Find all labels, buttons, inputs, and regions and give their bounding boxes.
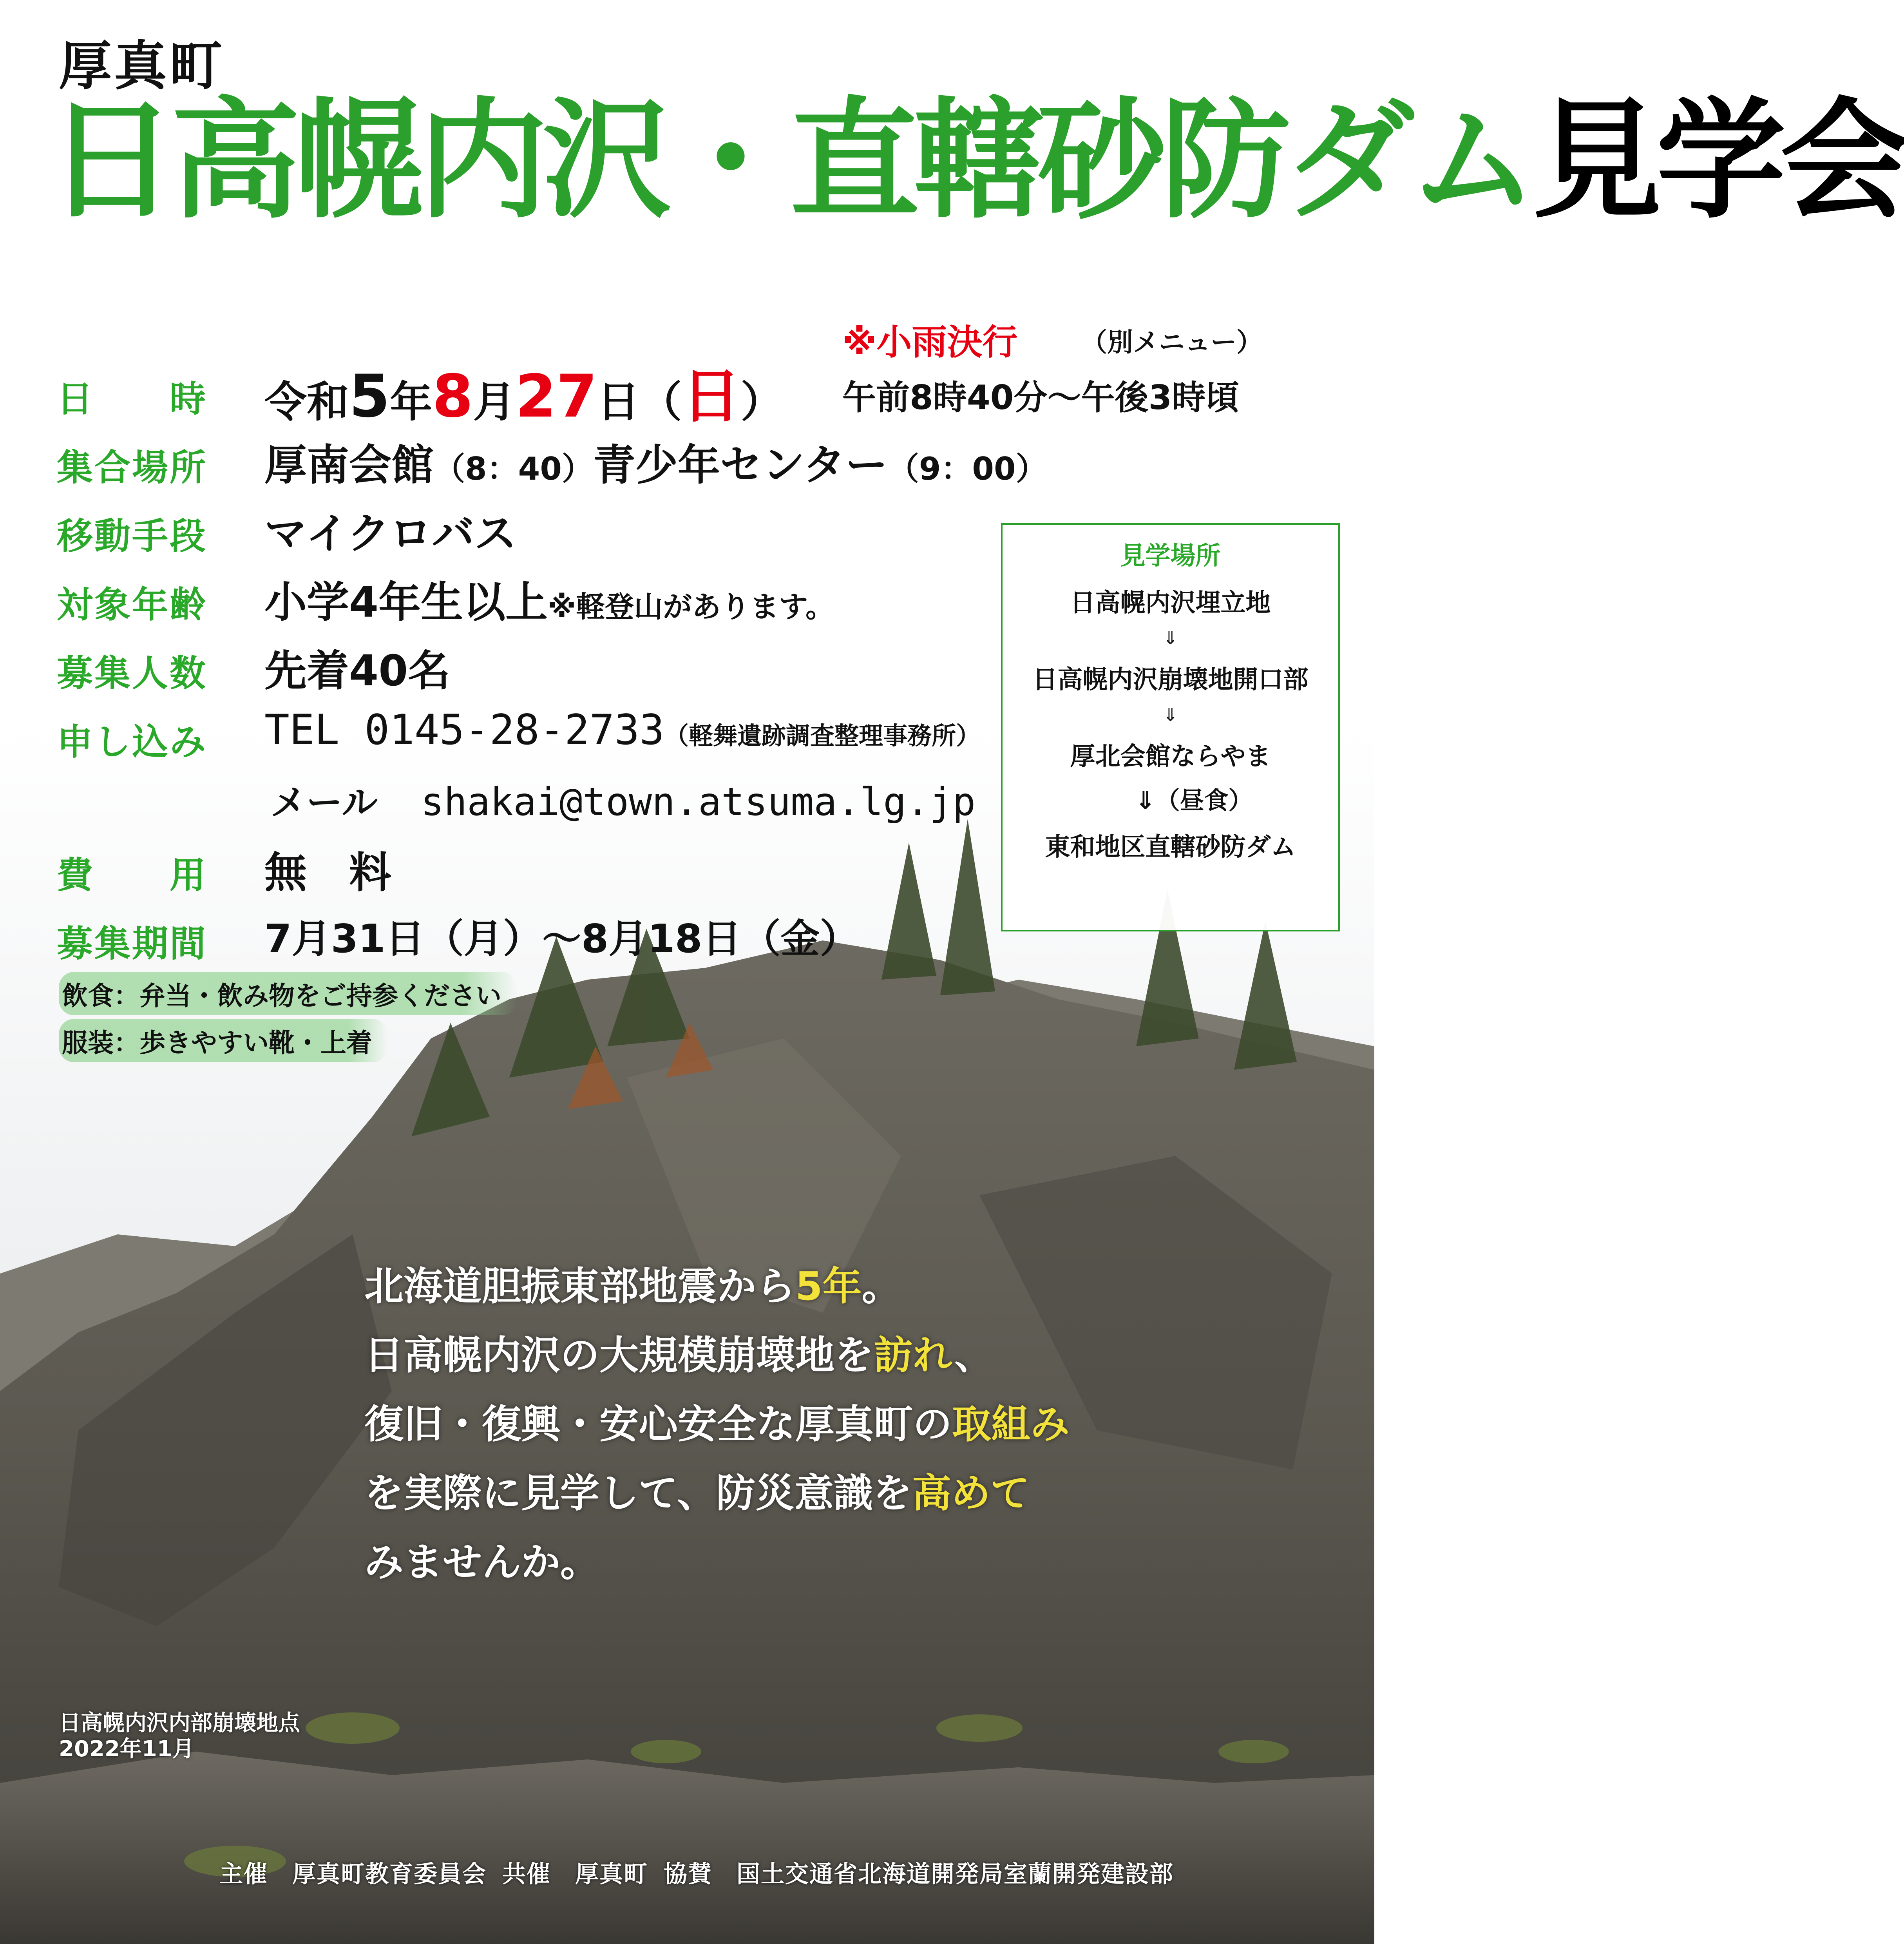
down-arrow-icon: ⇓ bbox=[1163, 704, 1178, 725]
date-month-unit: 月 bbox=[473, 378, 516, 427]
value-apply-mail bbox=[270, 774, 976, 826]
date-year: 5 bbox=[349, 362, 390, 431]
meeting-place-1: 厚南会館 bbox=[264, 441, 434, 490]
value-period: 7月31日（月）～8月18日（金） bbox=[264, 916, 859, 962]
invitation-message bbox=[364, 1252, 1070, 1597]
value-age bbox=[264, 568, 834, 629]
caption-place: 日高幌内沢内部崩壊地点 bbox=[59, 1710, 300, 1736]
date-year-unit: 年 bbox=[390, 378, 433, 427]
apply-tel-note: （軽舞遺跡調査整理事務所） bbox=[664, 721, 981, 750]
message-text: 日高幌内沢の大規模崩壊地を bbox=[364, 1332, 874, 1378]
date-era: 令和 bbox=[264, 378, 349, 427]
message-highlight: 取組み bbox=[952, 1401, 1070, 1447]
label-period: 募集期間 bbox=[57, 923, 208, 965]
date-month: 8 bbox=[432, 362, 473, 431]
value-meeting bbox=[264, 431, 1047, 492]
organizer-cohost: 共催 厚真町 bbox=[502, 1861, 648, 1888]
label-transport: 移動手段 bbox=[57, 515, 208, 557]
value-apply-tel bbox=[264, 705, 980, 754]
date-day: 27 bbox=[515, 362, 597, 431]
age-note: ※軽登山があります。 bbox=[548, 590, 835, 624]
meeting-time-2: （9：00） bbox=[887, 451, 1047, 487]
tour-lunch-arrow: ⇓（昼食） bbox=[1135, 786, 1253, 815]
tour-stop-1: 日高幌内沢埋立地 bbox=[1070, 589, 1271, 618]
tour-stop-4: 東和地区直轄砂防ダム bbox=[1045, 833, 1296, 862]
message-highlight: 5年 bbox=[795, 1263, 862, 1309]
title-suffix: 見学会 bbox=[1533, 85, 1904, 236]
value-time: 午前8時40分～午後3時頃 bbox=[842, 378, 1240, 417]
apply-mail[interactable]: shakai@town.atsuma.lg.jp bbox=[421, 780, 976, 824]
note-clothing: 服装：歩きやすい靴・上着 bbox=[59, 1019, 388, 1062]
tour-stop-3: 厚北会館ならやま bbox=[1070, 742, 1271, 771]
message-line-3 bbox=[364, 1390, 1070, 1459]
organizers bbox=[219, 1855, 1189, 1889]
note-food: 飲食：弁当・飲み物をご持参ください bbox=[59, 972, 517, 1015]
photo-caption bbox=[59, 1710, 300, 1762]
message-text: 北海道胆振東部地震から bbox=[364, 1263, 795, 1309]
tour-heading: 見学場所 bbox=[1120, 542, 1221, 571]
message-text: 。 bbox=[862, 1263, 901, 1309]
organizer-sponsor: 協賛 国土交通省北海道開発局室蘭開発建設部 bbox=[664, 1861, 1174, 1888]
message-line-1 bbox=[364, 1252, 1070, 1321]
label-age: 対象年齢 bbox=[57, 584, 208, 626]
date-day-unit: 日（ bbox=[597, 378, 682, 427]
rain-notice-note: （別メニュー） bbox=[1081, 327, 1262, 357]
meeting-time-1: （8：40） bbox=[434, 451, 594, 487]
apply-tel: TEL 0145-28-2733 bbox=[264, 706, 665, 754]
message-line-5: みませんか。 bbox=[364, 1539, 599, 1585]
down-arrow-icon: ⇓ bbox=[1163, 627, 1178, 649]
message-text: 、 bbox=[954, 1332, 994, 1378]
label-capacity: 募集人数 bbox=[57, 652, 208, 694]
value-capacity: 先着40名 bbox=[264, 647, 451, 696]
message-highlight: 訪れ bbox=[874, 1332, 954, 1378]
label-fee: 費 用 bbox=[57, 854, 208, 896]
message-text: 復旧・復興・安心安全な厚真町の bbox=[364, 1401, 952, 1447]
caption-date: 2022年11月 bbox=[59, 1736, 194, 1762]
title-main: 日高幌内沢・直轄砂防ダム bbox=[47, 85, 1533, 236]
label-apply: 申し込み bbox=[57, 721, 208, 763]
value-transport: マイクロバス bbox=[264, 509, 517, 558]
town-name: 厚真町 bbox=[59, 35, 224, 97]
tour-route-box bbox=[1001, 523, 1340, 931]
value-fee: 無 料 bbox=[264, 848, 392, 897]
apply-mail-label: メール bbox=[270, 782, 378, 824]
value-datetime bbox=[264, 349, 783, 433]
meeting-place-2: 青少年センター bbox=[593, 441, 888, 490]
message-text: を実際に見学して、防災意識を bbox=[364, 1470, 912, 1516]
age-value: 小学4年生以上 bbox=[264, 578, 548, 627]
rain-notice: ※小雨決行 bbox=[842, 322, 1018, 363]
message-highlight: 高めて bbox=[912, 1470, 1030, 1516]
label-datetime: 日 時 bbox=[57, 378, 208, 420]
date-weekday: 日 bbox=[682, 362, 741, 431]
tour-stop-2: 日高幌内沢崩壊地開口部 bbox=[1032, 665, 1309, 694]
label-meeting: 集合場所 bbox=[57, 447, 208, 489]
message-line-2 bbox=[364, 1321, 1070, 1390]
date-weekday-close: ） bbox=[740, 378, 783, 427]
event-title bbox=[47, 85, 1904, 236]
organizer-host: 主催 厚真町教育委員会 bbox=[219, 1861, 487, 1888]
message-line-4 bbox=[364, 1459, 1070, 1528]
